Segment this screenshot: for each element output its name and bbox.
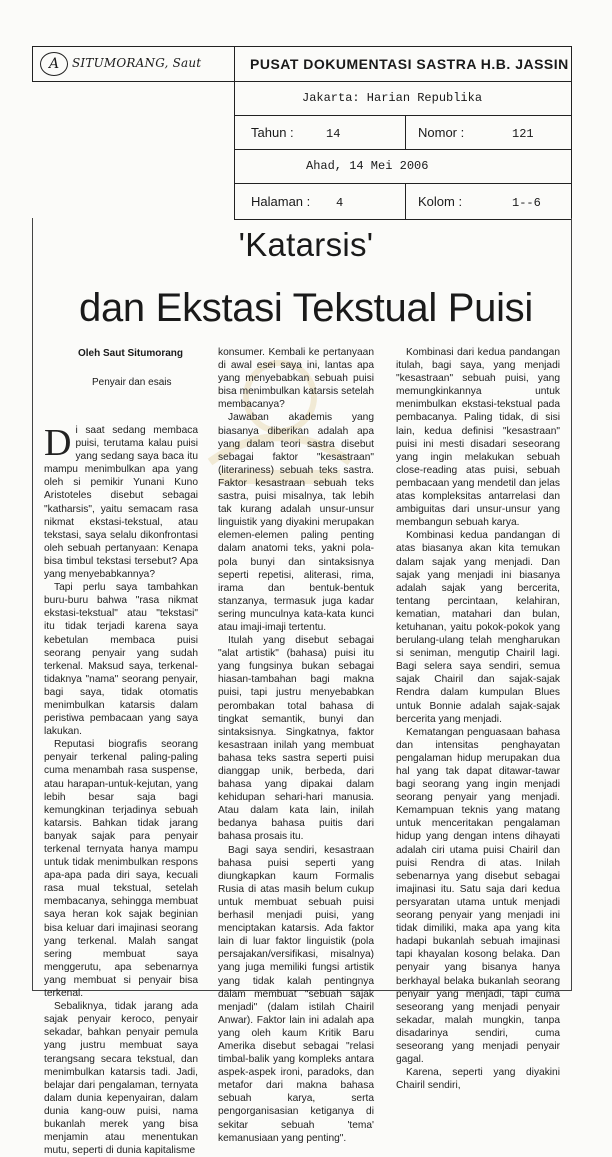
nomor-label: Nomor : bbox=[418, 125, 465, 140]
title-line-2: dan Ekstasi Tekstual Puisi bbox=[79, 286, 533, 330]
paragraph: Reputasi biografis seorang penyair terkenal paling-paling cuma menambah rasa suspense, atau harapan-untuk-kejutan, yang lebih besar saja bagi kemungkinan terjadinya sebuah katarsis. Bahkan tidak jarang banyak sajak para penyair terkenal ternyata hanya mampu untuk tidak menimbulkan respons apa-apa pada diri saya, kecuali rasa mual tekstual, setelah membacanya, sehingga membuat saya heran kok sajak beginian bisa keluar dari imajinasi seorang yang terkenal. Malah sangat sering membuat saya menggerutu, apa sebenarnya yang membuat si penyair bisa terkenal. bbox=[44, 739, 198, 1000]
tahun-value: 14 bbox=[326, 127, 341, 141]
paragraph: Tapi perlu saya tambahkan buru-buru bahwa "rasa nikmat ekstasi-tekstual" atau "tekstasi" itu tidak terjadi karena saya kebetulan membaca puisi seorang penyair yang sudah terkenal. Maksud saya, terkenal-tidaknya "nama" seorang penyair, bagi saya, tidak otomatis menimbulkan katarsis dalam peristiwa pembacaan yang saya lakukan. bbox=[44, 582, 198, 738]
author-role: Penyair dan esais bbox=[92, 377, 172, 388]
column-2 bbox=[218, 346, 374, 1145]
paragraph: Kombinasi dari kedua pandangan itulah, bagi saya, yang menjadi "kesastraan" sebuah puisi, yang memungkinkannya untuk menimbulkan ekstasi-tekstual pada pembacanya. Paling tidak, di sisi lain, kedua definisi "kesastraan" puisi ini mesti disadari seseorang yang ingin melakukan sebuah close-reading atas puisi, sebuah pembacaan yang mendetil dan jelas atas kompleksitas antarrelasi dan ambiguitas dari unsur-unsur yang membangun sebuah karya. bbox=[396, 347, 560, 529]
byline: Oleh Saut Situmorang bbox=[78, 348, 184, 359]
paragraph: Di saat sedang membaca puisi, terutama kalau puisi yang sedang saya baca itu mampu menimbulkan apa yang oleh si pemikir Yunani Kuno Aristoteles disebut sebagai "katharsis", yaitu semacam rasa nikmat ekstasi-tekstual, atau tekstasi, saya selalu dikonfrontasi oleh sebuah pertanyaan: Kenapa bisa timbul tekstasi tersebut? Apa yang menyebabkannya? bbox=[44, 422, 198, 581]
institution-name: PUSAT DOKUMENTASI SASTRA H.B. JASSIN bbox=[250, 56, 569, 72]
paragraph: Jawaban akademis yang biasanya diberikan adalah apa yang dalam teori sastra disebut sebagai faktor "kesastraan" (literariness) sebuah teks sastra. Faktor kesastraan sebuah teks sastra, puisi misalnya, tak lebih tak kurang adalah unsur-unsur linguistik yang diyakini merupakan elemen-elemen paling penting dalam anatomi teks, yakni pola-pola bunyi dan sintaksisnya seperti repetisi, aliterasi, rima, irama dan bentuk-bentuk stanzanya, termasuk juga kadar sering munculnya kata-kata kunci atau imaji-imaji tertentu. bbox=[218, 412, 374, 633]
halaman-value: 4 bbox=[336, 196, 344, 210]
drop-cap: D bbox=[44, 422, 72, 464]
paragraph: Bagi saya sendiri, kesastraan bahasa puisi seperti yang diungkapkan kaum Formalis Rusia di atas masih belum cukup untuk membuat sebuah puisi berhasil menjadi puisi, yang menciptakan katarsis. Ada faktor lain di luar faktor linguistik (pola persajakan/versifikasi, misalnya) yang juga memiliki fungsi artistik yang tidak kalah pentingnya dalam membuat "sebuah sajak menjadi" (dalam istilah Chairil Anwar). Faktor lain ini adalah apa yang oleh kaum Kritik Baru Amerika disebut sebagai "relasi timbal-balik yang kompleks antara aspek-aspek ironi, paradoks, dan metafor dari makna bahasa sebuah karya, serta pengorganisasian ketiganya di sekitar sebuah 'tema' kemanusiaan yang penting". bbox=[218, 844, 374, 1144]
kolom-label: Kolom : bbox=[418, 194, 463, 209]
tahun-label: Tahun : bbox=[251, 125, 294, 140]
date-line: Ahad, 14 Mei 2006 bbox=[306, 159, 429, 173]
paragraph: Kematangan penguasaan bahasa dan intensitas penghayatan pengalaman hidup merupakan dua hal yang tak dapat ditawar-tawar bagi seorang yang ingin menjadi seorang penyair yang menjadi. Kemampuan teknis yang matang untuk menceritakan pengalaman hidup yang dengan intens dihayati adalah ciri utama puisi Chairil dan puisi Rendra di atas. Inilah sebenarnya yang disebut sebagai imajinasi itu. Satu saja dari kedua persyaratan utama untuk menjadi seorang penyair yang menjadi ini tidak dimiliki, maka apa yang kita hadapi bukanlah sebuah imajinasi tapi khayalan kosong belaka. Dan penyair yang bisanya hanya berkhayal belaka bukanlah seorang penyair yang menjadi, tapi cuma seseorang yang menjadi penyair sekadar, malah mungkin, tanpa disadarinya sendiri, cuma seseorang yang menjadi penyair gagal. bbox=[396, 726, 560, 1066]
paragraph: Kombinasi kedua pandangan di atas biasanya akan kita temukan dalam sajak yang menjadi. Dan sajak yang menjadi ini biasanya adalah sajak yang bercerita, tentang percintaan, kelahiran, kematian, matahari dan bulan, ketuhanan, yaitu pokok-pokok yang berulang-ulang telah mengharukan si seniman, mengutip Chairil lagi. Bagi selera saya sendiri, semua sajak Chairil dan sajak-sajak Rendra dalam kumpulan Blues untuk Bonnie adalah sajak-sajak bercerita yang menjadi. bbox=[396, 530, 560, 725]
source-line: Jakarta: Harian Republika bbox=[302, 91, 483, 105]
paragraph: konsumer. Kembali ke pertanyaan di awal esei saya ini, lantas apa yang menyebabkan sebuah puisi bisa menimbulkan katarsis setelah membacanya? bbox=[218, 347, 374, 411]
halaman-label: Halaman : bbox=[251, 194, 311, 209]
column-1 bbox=[44, 424, 198, 1157]
nomor-value: 121 bbox=[512, 127, 534, 141]
kolom-value: 1--6 bbox=[512, 196, 541, 210]
handwritten-name: SITUMORANG, Saut bbox=[72, 56, 202, 70]
paragraph: Sebaliknya, tidak jarang ada sajak penyair keroco, penyair sekadar, bahkan penyair pemula yang justru membuat saya terangsang secara tekstual, dan menimbulkan katarsis tadi. Jadi, belajar dari pengalaman, ternyata dalam dunia kepenyairan, dalam dunia kang-ouw puisi, nama bukanlah merek yang bisa menjamin atau menentukan mutu, seperti di dunia kapitalisme bbox=[44, 1001, 198, 1157]
paragraph: Itulah yang disebut sebagai "alat artistik" (bahasa) puisi itu yang fungsinya bukan sebagai hiasan-tambahan bagi makna puisi, tapi justru menyebabkan perombakan total bahasa di tingkat semantik, bunyi dan sintaksisnya. Singkatnya, faktor kesastraan inilah yang membuat bahasa teks sastra seperti puisi dianggap unik, berbeda, dari bahasa yang dipakai dalam kehidupan sehari-hari manusia. Atau dalam kata lain, inilah bedanya bahasa puitis dari bahasa prosais itu. bbox=[218, 635, 374, 843]
paragraph: Karena, seperti yang diyakini Chairil sendiri, bbox=[396, 1067, 560, 1092]
title-line-1: 'Katarsis' bbox=[238, 226, 374, 263]
circle-mark: A bbox=[40, 52, 68, 76]
column-3 bbox=[396, 346, 560, 1092]
